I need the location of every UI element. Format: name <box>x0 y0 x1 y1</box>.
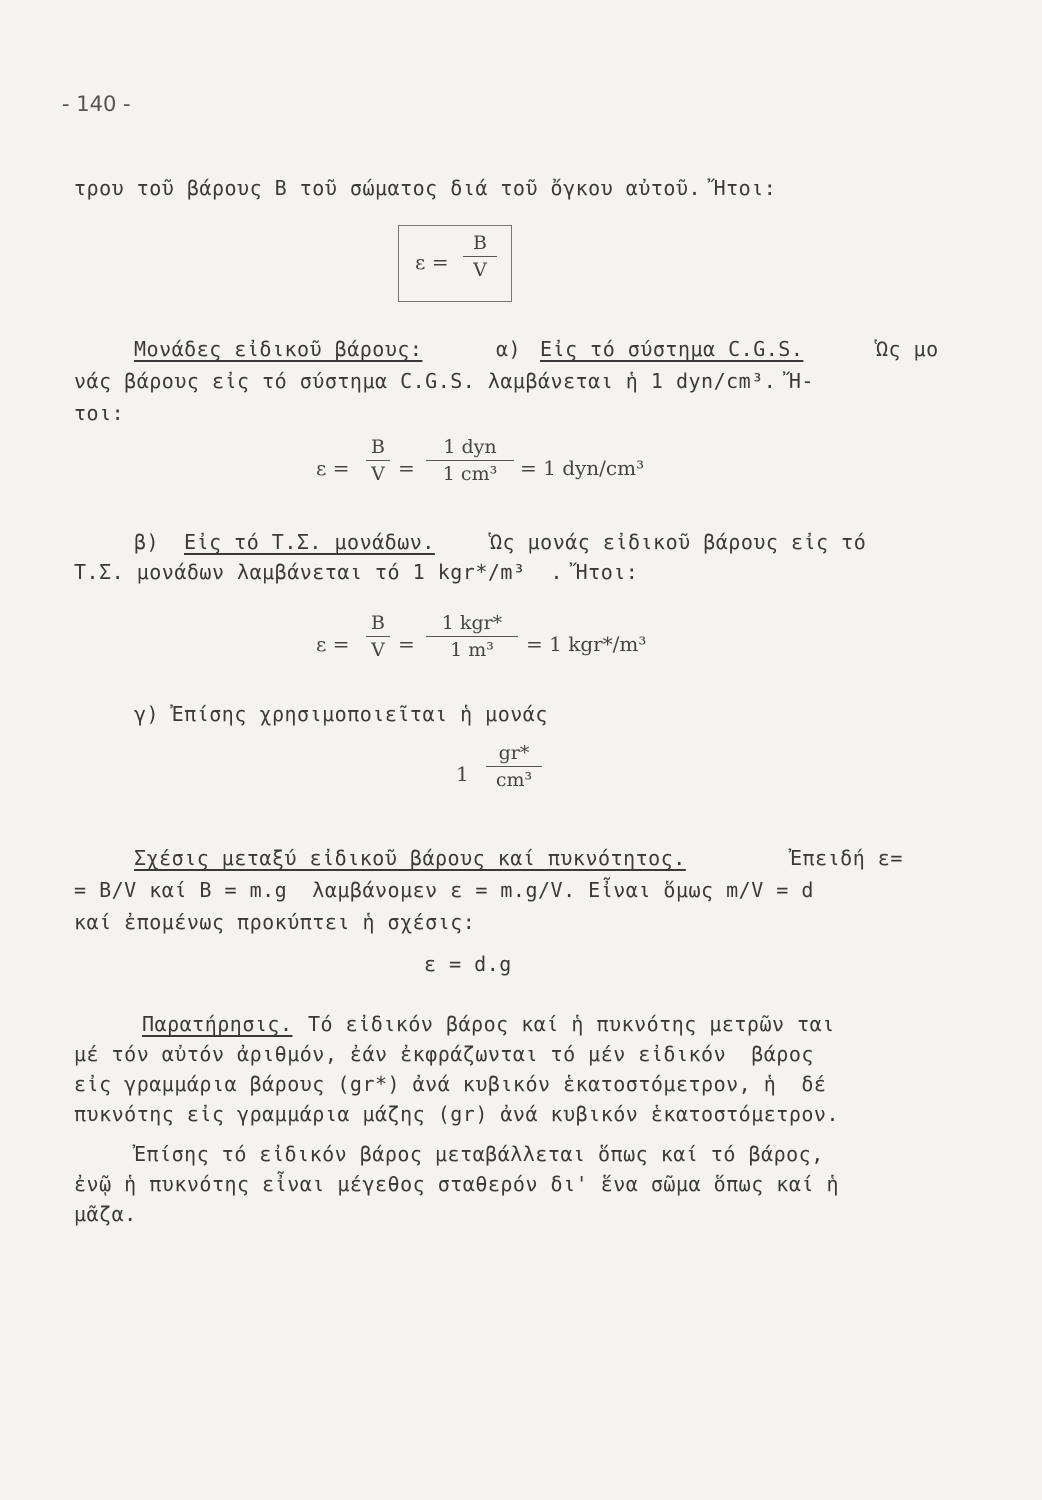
equals-sign: = <box>398 456 415 480</box>
equals-sign: = <box>398 632 415 656</box>
denominator: 1 m³ <box>450 639 494 661</box>
text-line: πυκνότης εἰς γραμμάρια μάζης (gr) ἀνά κυβικόν ἑκατοστόμετρον. <box>74 1102 840 1126</box>
formula-edg: ε = d.g <box>424 952 512 976</box>
formula-lhs: ε = <box>316 456 350 480</box>
text-line: εἰς γραμμάρια βάρους (gr*) ἀνά κυβικόν ἑκατοστόμετρον, ἡ δέ <box>74 1072 827 1096</box>
units-heading: Μονάδες εἰδικοῦ βάρους: <box>134 337 423 361</box>
fraction <box>366 436 390 485</box>
beta-label: β) <box>134 530 160 554</box>
text-line: νάς βάρους εἰς τό σύστημα C.G.S. λαμβάνεται ἡ 1 dyn/cm³. Ἤ- <box>74 369 814 393</box>
text-line: ἐνῷ ἡ πυκνότης εἶναι μέγεθος σταθερόν δι' ἕνα σῶμα ὅπως καί ἡ <box>74 1172 840 1196</box>
formula-rhs: = 1 kgr*/m³ <box>526 632 647 656</box>
page-number: - 140 - <box>62 92 131 116</box>
denominator: 1 cm³ <box>442 463 498 485</box>
numerator: 1 dyn <box>443 436 497 458</box>
text-line: μᾶζα. <box>74 1202 137 1226</box>
text-line: καί ἐπομένως προκύπτει ἡ σχέσις: <box>74 910 476 934</box>
formula-lhs: ε = <box>415 250 449 274</box>
relation-heading: Σχέσις μεταξύ εἰδικοῦ βάρους καί πυκνότητος. <box>134 846 686 870</box>
fraction <box>426 612 518 661</box>
fraction <box>366 612 390 661</box>
numerator: B <box>371 436 385 458</box>
denominator: V <box>473 259 487 281</box>
text-line: τρου τοῦ βάρους Β τοῦ σώματος διά τοῦ ὄγκου αὐτοῦ. Ἤτοι: <box>74 176 777 200</box>
text-line: γ) Ἐπίσης χρησιμοποιεῖται ἡ μονάς <box>134 702 548 726</box>
text-line: μέ τόν αὐτόν ἀριθμόν, ἐάν ἐκφράζωνται τό μέν εἰδικόν βάρος <box>74 1042 814 1066</box>
denominator: cm³ <box>495 769 533 791</box>
ts-heading: Εἰς τό Τ.Σ. μονάδων. <box>184 530 435 554</box>
numerator: gr* <box>498 742 530 764</box>
formula-lhs: ε = <box>316 632 350 656</box>
alpha-label: α) <box>496 337 522 361</box>
text-line: Ἐπειδή ε= <box>790 846 903 870</box>
text-line: Τ.Σ. μονάδων λαμβάνεται τό 1 kgr*/m³ . Ἤτοι: <box>74 560 639 584</box>
text-line: Τό εἰδικόν βάρος καί ἡ πυκνότης μετρῶν ται <box>308 1012 835 1036</box>
text-line: τοι: <box>74 401 125 425</box>
numerator: B <box>473 232 487 254</box>
boxed-formula <box>398 225 512 302</box>
coefficient: 1 <box>456 762 469 786</box>
fraction <box>486 742 542 791</box>
fraction <box>463 232 497 281</box>
text-line: Ἐπίσης τό εἰδικόν βάρος μεταβάλλεται ὅπως καί τό βάρος, <box>134 1142 824 1166</box>
text-line: Ὡς μο <box>876 337 939 361</box>
text-line: Ὡς μονάς εἰδικοῦ βάρους εἰς τό <box>490 530 867 554</box>
remarks-heading: Παρατήρησις. <box>142 1012 293 1036</box>
denominator: V <box>371 463 385 485</box>
fraction <box>426 436 514 485</box>
formula-rhs: = 1 dyn/cm³ <box>520 456 645 480</box>
text-line: = Β/V καί Β = m.g λαμβάνομεν ε = m.g/V. Εἶναι ὅμως m/V = d <box>74 878 814 902</box>
denominator: V <box>371 639 385 661</box>
numerator: B <box>371 612 385 634</box>
cgs-heading: Εἰς τό σύστημα C.G.S. <box>540 337 804 361</box>
numerator: 1 kgr* <box>441 612 503 634</box>
